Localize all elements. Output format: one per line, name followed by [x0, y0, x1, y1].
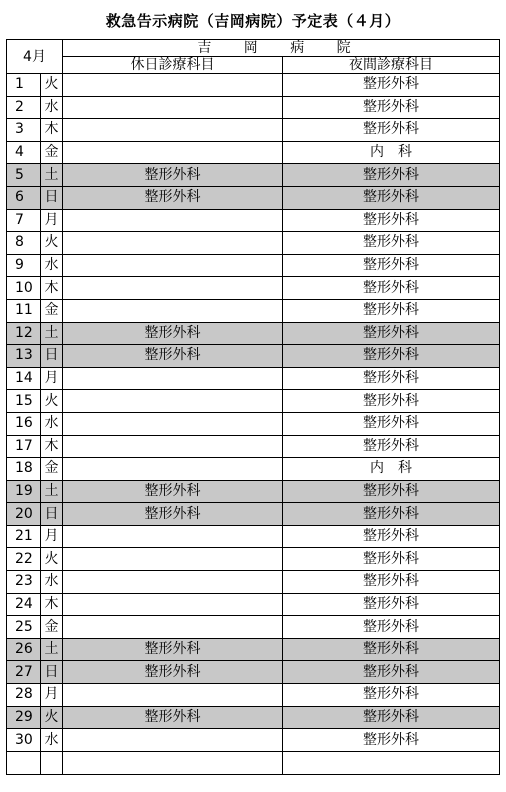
night-dept-cell: 整形外科 [283, 299, 500, 322]
night-dept-cell: 内 科 [283, 458, 500, 481]
night-dept-cell: 整形外科 [283, 729, 500, 752]
night-dept-cell: 整形外科 [283, 322, 500, 345]
table-row [7, 525, 500, 548]
table-row [7, 661, 500, 684]
hospital-header: 吉 岡 病 院 [63, 40, 500, 57]
empty-cell [7, 751, 41, 774]
holiday-dept-cell [63, 277, 283, 300]
day-cell: 22 [7, 548, 41, 571]
weekday-cell: 月 [41, 684, 63, 707]
holiday-dept-cell [63, 729, 283, 752]
holiday-column-header: 休日診療科目 [63, 57, 283, 74]
weekday-cell: 水 [41, 254, 63, 277]
day-cell: 30 [7, 729, 41, 752]
night-dept-cell: 整形外科 [283, 164, 500, 187]
holiday-dept-cell [63, 141, 283, 164]
day-cell: 11 [7, 299, 41, 322]
day-cell: 27 [7, 661, 41, 684]
weekday-cell: 火 [41, 548, 63, 571]
day-cell: 23 [7, 571, 41, 594]
night-dept-cell: 整形外科 [283, 661, 500, 684]
table-row [7, 390, 500, 413]
night-dept-cell: 整形外科 [283, 593, 500, 616]
empty-cell [283, 751, 500, 774]
weekday-cell: 水 [41, 729, 63, 752]
day-cell: 28 [7, 684, 41, 707]
holiday-dept-cell [63, 390, 283, 413]
night-dept-cell: 整形外科 [283, 706, 500, 729]
header-row-hospital [7, 40, 500, 57]
day-cell: 25 [7, 616, 41, 639]
holiday-dept-cell [63, 96, 283, 119]
table-row [7, 571, 500, 594]
day-cell: 3 [7, 119, 41, 142]
weekday-cell: 金 [41, 616, 63, 639]
night-dept-cell: 整形外科 [283, 74, 500, 97]
table-row [7, 277, 500, 300]
weekday-cell: 水 [41, 96, 63, 119]
night-dept-cell: 整形外科 [283, 503, 500, 526]
table-row [7, 412, 500, 435]
weekday-cell: 火 [41, 390, 63, 413]
day-cell: 18 [7, 458, 41, 481]
table-row [7, 74, 500, 97]
weekday-cell: 日 [41, 186, 63, 209]
day-cell: 20 [7, 503, 41, 526]
month-header: 4月 [7, 40, 63, 74]
night-dept-cell: 整形外科 [283, 525, 500, 548]
weekday-cell: 金 [41, 458, 63, 481]
night-dept-cell: 整形外科 [283, 277, 500, 300]
table-row [7, 367, 500, 390]
holiday-dept-cell [63, 458, 283, 481]
day-cell: 4 [7, 141, 41, 164]
day-cell: 29 [7, 706, 41, 729]
table-row [7, 345, 500, 368]
table-row [7, 435, 500, 458]
weekday-cell: 火 [41, 706, 63, 729]
day-cell: 17 [7, 435, 41, 458]
empty-row [7, 751, 500, 774]
empty-cell [41, 751, 63, 774]
night-dept-cell: 整形外科 [283, 390, 500, 413]
weekday-cell: 火 [41, 232, 63, 255]
table-row [7, 322, 500, 345]
weekday-cell: 木 [41, 119, 63, 142]
table-row [7, 729, 500, 752]
holiday-dept-cell: 整形外科 [63, 345, 283, 368]
night-dept-cell: 整形外科 [283, 209, 500, 232]
day-cell: 1 [7, 74, 41, 97]
holiday-dept-cell: 整形外科 [63, 661, 283, 684]
day-cell: 9 [7, 254, 41, 277]
day-cell: 8 [7, 232, 41, 255]
night-dept-cell: 整形外科 [283, 254, 500, 277]
holiday-dept-cell: 整形外科 [63, 186, 283, 209]
night-dept-cell: 整形外科 [283, 548, 500, 571]
weekday-cell: 木 [41, 593, 63, 616]
night-dept-cell: 整形外科 [283, 616, 500, 639]
night-dept-cell: 整形外科 [283, 96, 500, 119]
day-cell: 15 [7, 390, 41, 413]
holiday-dept-cell [63, 232, 283, 255]
holiday-dept-cell [63, 435, 283, 458]
table-row [7, 96, 500, 119]
header-row-columns [7, 57, 500, 74]
weekday-cell: 土 [41, 480, 63, 503]
night-dept-cell: 整形外科 [283, 186, 500, 209]
weekday-cell: 木 [41, 277, 63, 300]
table-row [7, 164, 500, 187]
holiday-dept-cell [63, 299, 283, 322]
night-dept-cell: 整形外科 [283, 638, 500, 661]
weekday-cell: 日 [41, 503, 63, 526]
night-dept-cell: 整形外科 [283, 435, 500, 458]
table-row [7, 186, 500, 209]
holiday-dept-cell [63, 254, 283, 277]
day-cell: 19 [7, 480, 41, 503]
holiday-dept-cell: 整形外科 [63, 503, 283, 526]
table-row [7, 706, 500, 729]
night-dept-cell: 整形外科 [283, 480, 500, 503]
night-dept-cell: 整形外科 [283, 684, 500, 707]
night-dept-cell: 内 科 [283, 141, 500, 164]
day-cell: 7 [7, 209, 41, 232]
holiday-dept-cell: 整形外科 [63, 480, 283, 503]
day-cell: 5 [7, 164, 41, 187]
holiday-dept-cell [63, 367, 283, 390]
weekday-cell: 木 [41, 435, 63, 458]
table-row [7, 638, 500, 661]
weekday-cell: 月 [41, 525, 63, 548]
night-dept-cell: 整形外科 [283, 345, 500, 368]
table-row [7, 503, 500, 526]
weekday-cell: 水 [41, 412, 63, 435]
table-row [7, 616, 500, 639]
holiday-dept-cell: 整形外科 [63, 638, 283, 661]
holiday-dept-cell [63, 412, 283, 435]
weekday-cell: 火 [41, 74, 63, 97]
night-dept-cell: 整形外科 [283, 412, 500, 435]
weekday-cell: 金 [41, 141, 63, 164]
day-cell: 26 [7, 638, 41, 661]
night-dept-cell: 整形外科 [283, 232, 500, 255]
holiday-dept-cell: 整形外科 [63, 322, 283, 345]
holiday-dept-cell [63, 209, 283, 232]
table-row [7, 209, 500, 232]
day-cell: 14 [7, 367, 41, 390]
day-cell: 12 [7, 322, 41, 345]
weekday-cell: 金 [41, 299, 63, 322]
schedule-table [6, 39, 500, 775]
weekday-cell: 水 [41, 571, 63, 594]
table-row [7, 458, 500, 481]
holiday-dept-cell [63, 119, 283, 142]
holiday-dept-cell [63, 548, 283, 571]
night-dept-cell: 整形外科 [283, 119, 500, 142]
day-cell: 16 [7, 412, 41, 435]
day-cell: 2 [7, 96, 41, 119]
day-cell: 21 [7, 525, 41, 548]
weekday-cell: 日 [41, 661, 63, 684]
day-cell: 6 [7, 186, 41, 209]
page-title: 救急告示病院（吉岡病院）予定表（４月） [105, 12, 401, 30]
weekday-cell: 土 [41, 164, 63, 187]
night-column-header: 夜間診療科目 [283, 57, 500, 74]
day-cell: 10 [7, 277, 41, 300]
table-row [7, 480, 500, 503]
table-row [7, 684, 500, 707]
holiday-dept-cell [63, 616, 283, 639]
day-cell: 24 [7, 593, 41, 616]
table-row [7, 254, 500, 277]
table-row [7, 593, 500, 616]
empty-cell [63, 751, 283, 774]
table-row [7, 232, 500, 255]
holiday-dept-cell [63, 593, 283, 616]
weekday-cell: 土 [41, 638, 63, 661]
holiday-dept-cell [63, 74, 283, 97]
weekday-cell: 土 [41, 322, 63, 345]
holiday-dept-cell: 整形外科 [63, 706, 283, 729]
holiday-dept-cell [63, 684, 283, 707]
holiday-dept-cell [63, 525, 283, 548]
table-row [7, 548, 500, 571]
table-row [7, 141, 500, 164]
holiday-dept-cell: 整形外科 [63, 164, 283, 187]
weekday-cell: 月 [41, 367, 63, 390]
holiday-dept-cell [63, 571, 283, 594]
table-row [7, 299, 500, 322]
night-dept-cell: 整形外科 [283, 571, 500, 594]
night-dept-cell: 整形外科 [283, 367, 500, 390]
day-cell: 13 [7, 345, 41, 368]
weekday-cell: 月 [41, 209, 63, 232]
table-row [7, 119, 500, 142]
weekday-cell: 日 [41, 345, 63, 368]
